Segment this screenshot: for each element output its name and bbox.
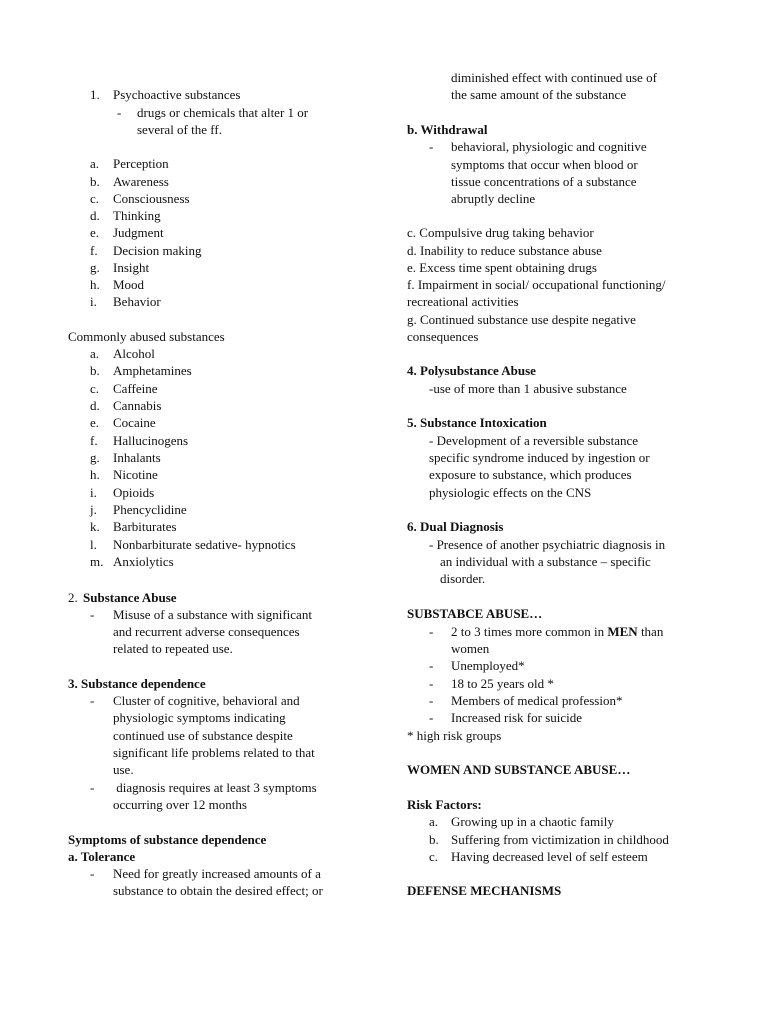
high-risk-note: * high risk groups xyxy=(407,728,502,743)
dash-marker: - xyxy=(90,607,95,622)
text-line: exposure to substance, which produces xyxy=(429,467,632,482)
list-item: Awareness xyxy=(113,174,169,189)
dash-marker: - xyxy=(429,658,434,673)
dash-marker: - xyxy=(117,105,122,120)
list-marker: e. xyxy=(90,415,100,430)
text-line: specific syndrome induced by ingestion or xyxy=(429,450,650,465)
criteria-line: g. Continued substance use despite negative xyxy=(407,312,636,327)
section-substance-abuse-title: Substance Abuse xyxy=(83,590,177,605)
list-marker: c. xyxy=(429,849,439,864)
text-line: continued use of substance despite xyxy=(113,728,293,743)
list-item: Perception xyxy=(113,156,169,171)
criteria-line: recreational activities xyxy=(407,294,519,309)
text-line: - Presence of another psychiatric diagnosis in xyxy=(429,537,666,552)
abused-substances-heading: Commonly abused substances xyxy=(68,329,225,344)
list-item: Decision making xyxy=(113,243,202,258)
list-marker: b. xyxy=(90,363,100,378)
criteria-line: consequences xyxy=(407,329,479,344)
list-marker: h. xyxy=(90,277,100,292)
text-line: behavioral, physiologic and cognitive xyxy=(451,139,647,154)
list-item: Hallucinogens xyxy=(113,433,189,448)
text-line: -use of more than 1 abusive substance xyxy=(429,381,627,396)
list-marker: b. xyxy=(90,174,100,189)
list-marker: k. xyxy=(90,519,100,534)
list-marker: d. xyxy=(90,398,100,413)
text-line: Misuse of a substance with significant xyxy=(113,607,312,622)
criteria-line: c. Compulsive drug taking behavior xyxy=(407,225,594,240)
text-line: occurring over 12 months xyxy=(113,797,247,812)
list-item: Suffering from victimization in childhood xyxy=(451,832,669,847)
list-marker: i. xyxy=(90,485,97,500)
list-marker: b. xyxy=(429,832,439,847)
list-item: Cannabis xyxy=(113,398,162,413)
list-marker: d. xyxy=(90,208,100,223)
list-item: Mood xyxy=(113,277,145,292)
list-item: Caffeine xyxy=(113,381,158,396)
list-item: Members of medical profession* xyxy=(451,693,623,708)
list-item: Nonbarbiturate sedative- hypnotics xyxy=(113,537,296,552)
dash-marker: - xyxy=(429,139,434,154)
list-marker: h. xyxy=(90,467,100,482)
list-item: Cocaine xyxy=(113,415,156,430)
text-run: than xyxy=(637,624,664,639)
list-marker: f. xyxy=(90,243,98,258)
text-line: related to repeated use. xyxy=(113,641,233,656)
text-line: disorder. xyxy=(440,571,486,586)
list-item: Unemployed* xyxy=(451,658,525,673)
list-item: Having decreased level of self esteem xyxy=(451,849,648,864)
tolerance-title: a. Tolerance xyxy=(68,849,136,864)
text-line: symptoms that occur when blood or xyxy=(451,157,638,172)
text-run: 2 to 3 times more common in xyxy=(451,624,608,639)
text-line: diminished effect with continued use of xyxy=(451,70,657,85)
text-line: drugs or chemicals that alter 1 or xyxy=(137,105,309,120)
list-marker: c. xyxy=(90,381,100,396)
substabce-abuse-heading: SUBSTABCE ABUSE… xyxy=(407,606,543,621)
text-line: an individual with a substance – specific xyxy=(440,554,651,569)
text-line: physiologic effects on the CNS xyxy=(429,485,592,500)
text-line: substance to obtain the desired effect; or xyxy=(113,883,323,898)
list-marker: a. xyxy=(429,814,439,829)
list-item: Anxiolytics xyxy=(113,554,174,569)
list-marker: 1. xyxy=(90,87,100,102)
text-line: several of the ff. xyxy=(137,122,222,137)
list-item: Phencyclidine xyxy=(113,502,187,517)
text-line: abruptly decline xyxy=(451,191,536,206)
dash-marker: - xyxy=(90,780,95,795)
dash-marker: - xyxy=(429,676,434,691)
text-line xyxy=(451,623,663,640)
risk-factors-heading: Risk Factors: xyxy=(407,797,482,812)
list-item: Barbiturates xyxy=(113,519,177,534)
list-item: Opioids xyxy=(113,485,155,500)
text-line: tissue concentrations of a substance xyxy=(451,174,637,189)
list-item: 18 to 25 years old * xyxy=(451,676,554,691)
list-item: Behavior xyxy=(113,294,161,309)
text-line: women xyxy=(451,641,490,656)
intoxication-title: 5. Substance Intoxication xyxy=(407,415,547,430)
text-line: the same amount of the substance xyxy=(451,87,627,102)
section-dependence-title: 3. Substance dependence xyxy=(68,676,206,691)
dash-marker: - xyxy=(90,693,95,708)
text-line: Cluster of cognitive, behavioral and xyxy=(113,693,300,708)
list-item: Judgment xyxy=(113,225,164,240)
women-heading: WOMEN AND SUBSTANCE ABUSE… xyxy=(407,762,631,777)
defense-mechanisms-heading: DEFENSE MECHANISMS xyxy=(407,883,562,898)
list-marker: g. xyxy=(90,450,100,465)
list-marker: a. xyxy=(90,156,100,171)
list-item: Alcohol xyxy=(113,346,155,361)
list-item: Inhalants xyxy=(113,450,161,465)
text-line: significant life problems related to that xyxy=(113,745,315,760)
list-marker: f. xyxy=(90,433,98,448)
section-psychoactive-title: Psychoactive substances xyxy=(113,87,241,102)
text-line: Need for greatly increased amounts of a xyxy=(113,866,321,881)
list-item: Increased risk for suicide xyxy=(451,710,583,725)
withdrawal-title: b. Withdrawal xyxy=(407,122,488,137)
dual-diagnosis-title: 6. Dual Diagnosis xyxy=(407,519,504,534)
list-marker: 2. xyxy=(68,590,78,605)
list-marker: m. xyxy=(90,554,104,569)
dash-marker: - xyxy=(429,693,434,708)
list-marker: l. xyxy=(90,537,97,552)
list-item: Growing up in a chaotic family xyxy=(451,814,614,829)
list-item: Nicotine xyxy=(113,467,158,482)
list-marker: i. xyxy=(90,294,97,309)
text-line: and recurrent adverse consequences xyxy=(113,624,300,639)
text-line: physiologic symptoms indicating xyxy=(113,710,286,725)
list-item: Insight xyxy=(113,260,150,275)
dash-marker: - xyxy=(90,866,95,881)
text-line: diagnosis requires at least 3 symptoms xyxy=(113,780,317,795)
dash-marker: - xyxy=(429,624,434,639)
list-marker: e. xyxy=(90,225,100,240)
list-marker: g. xyxy=(90,260,100,275)
symptoms-heading: Symptoms of substance dependence xyxy=(68,832,267,847)
text-line: - Development of a reversible substance xyxy=(429,433,639,448)
criteria-line: d. Inability to reduce substance abuse xyxy=(407,243,602,258)
list-item: Thinking xyxy=(113,208,161,223)
criteria-line: f. Impairment in social/ occupational functioning/ xyxy=(407,277,666,292)
criteria-line: e. Excess time spent obtaining drugs xyxy=(407,260,597,275)
list-marker: c. xyxy=(90,191,100,206)
list-item: Consciousness xyxy=(113,191,190,206)
list-marker: j. xyxy=(90,502,97,517)
dash-marker: - xyxy=(429,710,434,725)
men-emphasis: MEN xyxy=(607,624,638,639)
text-line: use. xyxy=(113,762,134,777)
list-item: Amphetamines xyxy=(113,363,192,378)
list-marker: a. xyxy=(90,346,100,361)
polysubstance-title: 4. Polysubstance Abuse xyxy=(407,363,536,378)
